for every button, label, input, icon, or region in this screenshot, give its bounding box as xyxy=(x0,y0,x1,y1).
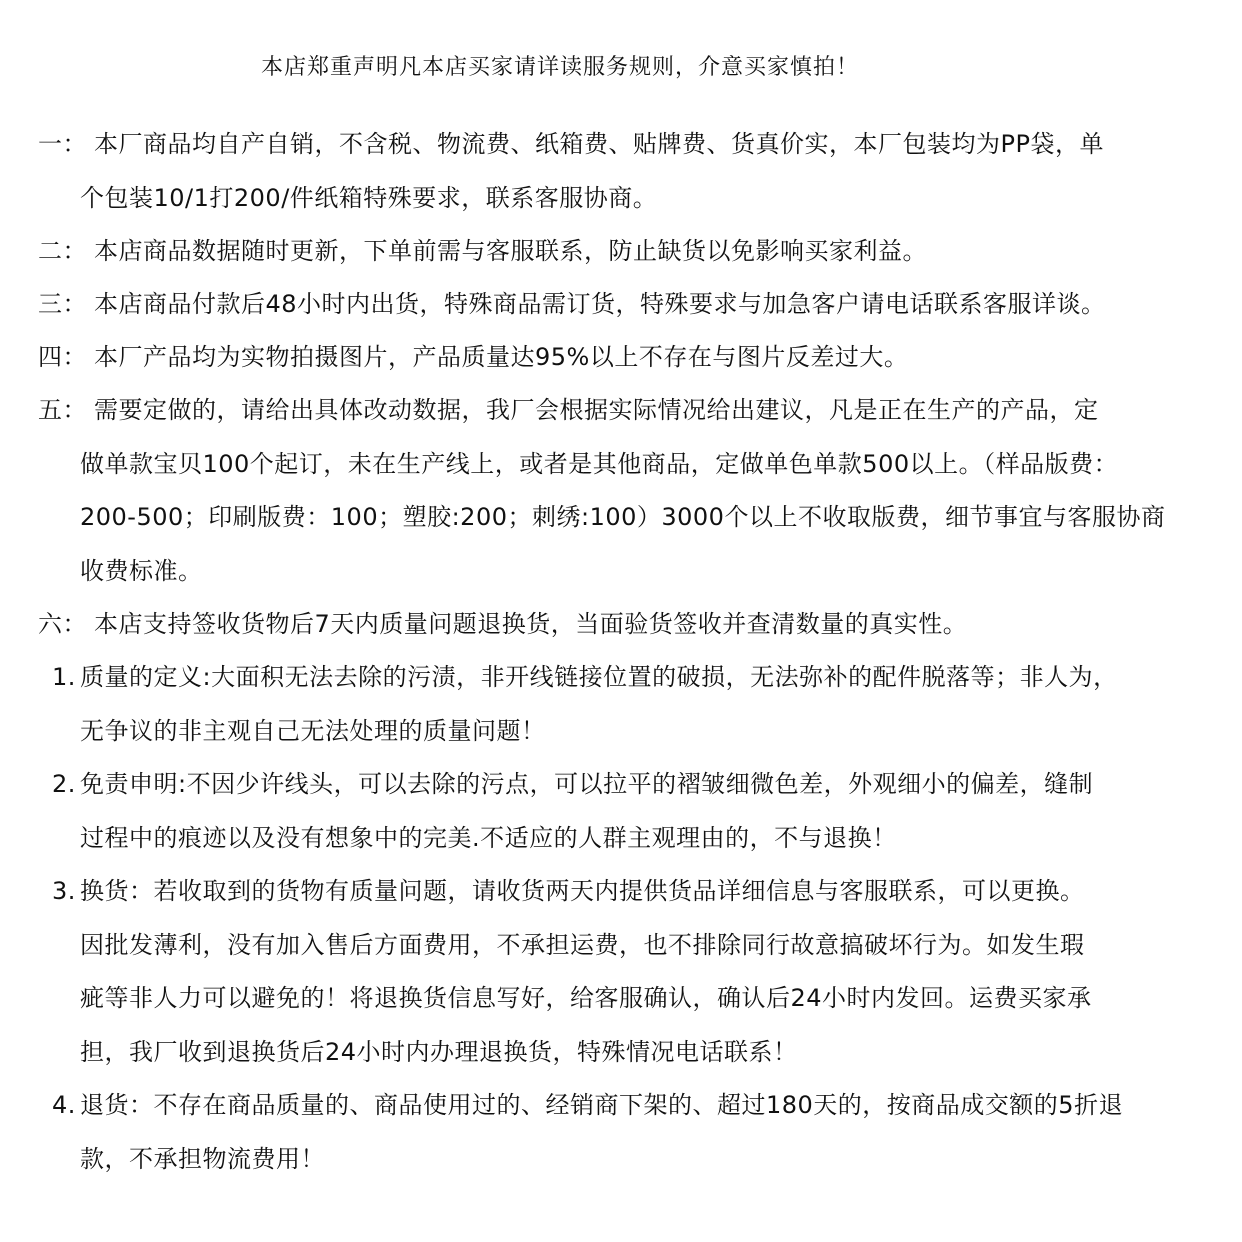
rule-line: 本店商品付款后48小时内出货，特殊商品需订货，特殊要求与加急客户请电话联系客服详谈。 xyxy=(94,290,1106,318)
rule-section-1 xyxy=(0,118,1104,225)
rule-section-2 xyxy=(0,225,927,279)
item-marker: 4. xyxy=(52,1091,76,1119)
notice-title: 本店郑重声明凡本店买家请详读服务规则，介意买家慎拍！ xyxy=(260,55,859,80)
section-marker: 五： xyxy=(38,396,87,424)
rule-item-3 xyxy=(0,865,1092,1079)
rule-line: 个包装10/1打200/件纸箱特殊要求，联系客服协商。 xyxy=(80,183,658,212)
rule-line: 换货：若收取到的货物有质量问题，请收货两天内提供货品详细信息与客服联系，可以更换。 xyxy=(80,877,1085,905)
rule-line: 款，不承担物流费用！ xyxy=(80,1144,325,1173)
rule-line: 因批发薄利，没有加入售后方面费用，不承担运费，也不排除同行故意搞破坏行为。如发生瑕 xyxy=(80,930,1085,959)
rule-section-4 xyxy=(0,331,908,385)
rule-line: 收费标准。 xyxy=(80,556,203,585)
section-marker: 二： xyxy=(38,237,87,265)
rule-line: 担，我厂收到退换货后24小时内办理退换货，特殊情况电话联系！ xyxy=(80,1037,798,1066)
rule-item-2 xyxy=(0,758,1093,865)
rule-line: 本厂商品均自产自销，不含税、物流费、纸箱费、贴牌费、货真价实，本厂包装均为PP袋，单 xyxy=(94,130,1104,158)
rule-section-6 xyxy=(0,598,967,652)
rule-section-3 xyxy=(0,278,1106,332)
rule-line: 疵等非人力可以避免的！将退换货信息写好，给客服确认，确认后24小时内发回。运费买家承 xyxy=(80,984,1092,1012)
rule-item-1 xyxy=(0,651,1118,758)
rule-line: 本厂产品均为实物拍摄图片，产品质量达95%以上不存在与图片反差过大。 xyxy=(94,343,909,371)
rule-line: 退货：不存在商品质量的、商品使用过的、经销商下架的、超过180天的，按商品成交额的5折退 xyxy=(80,1091,1124,1119)
rule-item-4 xyxy=(0,1079,1123,1186)
rule-line: 免责申明:不因少许线头，可以去除的污点，可以拉平的褶皱细微色差，外观细小的偏差，缝制 xyxy=(80,770,1094,798)
rule-section-5 xyxy=(0,384,1165,598)
rule-line: 无争议的非主观自己无法处理的质量问题！ xyxy=(80,716,546,745)
rule-line: 质量的定义:大面积无法去除的污渍，非开线链接位置的破损，无法弥补的配件脱落等；非人为， xyxy=(80,663,1118,691)
rule-line: 本店支持签收货物后7天内质量问题退换货，当面验货签收并查清数量的真实性。 xyxy=(94,610,968,638)
section-marker: 四： xyxy=(38,343,87,371)
section-marker: 一： xyxy=(38,130,87,158)
rule-line: 本店商品数据随时更新，下单前需与客服联系，防止缺货以免影响买家利益。 xyxy=(94,237,927,265)
item-marker: 3. xyxy=(52,877,76,905)
section-marker: 三： xyxy=(38,290,87,318)
rule-line: 200-500；印刷版费：100；塑胶:200；刺绣:100）3000个以上不收取版费，细节事宜与客服协商 xyxy=(80,503,1166,531)
rule-line: 做单款宝贝100个起订，未在生产线上，或者是其他商品，定做单色单款500以上。（样品版费： xyxy=(80,449,1119,478)
rule-line: 需要定做的，请给出具体改动数据，我厂会根据实际情况给出建议，凡是正在生产的产品，定 xyxy=(94,396,1099,424)
item-marker: 2. xyxy=(52,770,76,798)
item-marker: 1. xyxy=(52,663,76,691)
section-marker: 六： xyxy=(38,610,87,638)
rule-line: 过程中的痕迹以及没有想象中的完美.不适应的人群主观理由的，不与退换！ xyxy=(80,823,897,852)
